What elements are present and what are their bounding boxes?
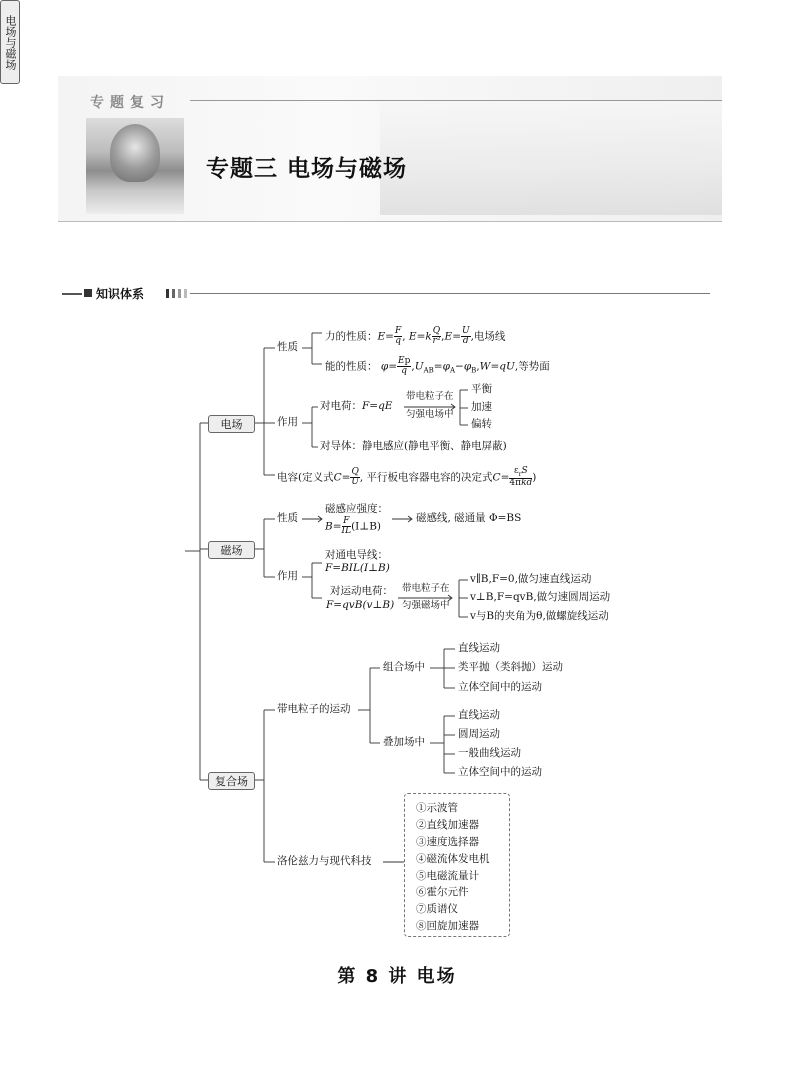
on-moving-charge-title: 对运动电荷：	[330, 585, 393, 597]
on-charge-label: 对电荷：	[320, 400, 362, 412]
lorentz-tech: 洛伦兹力与现代科技	[277, 855, 372, 867]
tech-item: ⑦质谱仪	[416, 903, 458, 915]
magnetic-arrow-top: 带电粒子在	[402, 583, 450, 594]
tech-item: ⑧回旋加速器	[416, 920, 479, 932]
overlap-item: 圆周运动	[458, 728, 500, 740]
tech-item: ⑥霍尔元件	[416, 886, 469, 898]
on-charge-formula: F=qE	[362, 400, 393, 412]
force-property: 力的性质：E= $\frac{F}{q}$ , E=k $\frac{Q}{\text{r²}}$ ,E= $\frac{U}{d}$ ,电场线	[325, 326, 506, 346]
node-combined-field: 复合场	[208, 772, 255, 790]
on-wire-formula: F=BIL(I⊥B)	[325, 562, 390, 574]
magnetic-role: 作用	[277, 570, 298, 582]
force-tail: ,电场线	[470, 330, 506, 343]
series-label: 专题复习	[90, 95, 170, 111]
energy-prefix: 能的性质：	[325, 360, 378, 373]
magnetic-motion-item: v与B的夹角为θ,做螺旋线运动	[470, 610, 609, 622]
b-field-formula: B= $\frac{F}{IL}$ (I⊥B)	[325, 516, 382, 536]
particle-motion: 带电粒子的运动	[277, 703, 351, 715]
force-prefix: 力的性质：	[325, 330, 378, 343]
motion-item: 平衡	[471, 383, 492, 395]
tech-item: ③速度选择器	[416, 836, 479, 848]
energy-tail: ,等势面	[514, 360, 550, 373]
group-item: 类平抛（类斜抛）运动	[458, 661, 563, 673]
group-item: 立体空间中的运动	[458, 681, 542, 693]
magnetic-motion-item: v⊥B,F=qvB,做匀速圆周运动	[470, 591, 611, 603]
on-moving-charge-formula: F=qvB(v⊥B)	[326, 599, 395, 611]
b-field-condition: (I⊥B)	[351, 520, 382, 533]
group-item: 直线运动	[458, 642, 500, 654]
capacitance-tail: )	[532, 471, 537, 484]
lesson-title: 第 8 讲 电场	[337, 966, 457, 987]
capacitance-mid: , 平行板电容器电容的决定式	[359, 471, 493, 484]
node-magnetic-field: 磁场	[208, 541, 255, 559]
motion-item: 偏转	[471, 418, 492, 430]
section-title: 知识体系	[96, 287, 145, 301]
electric-nature: 性质	[277, 341, 298, 353]
on-conductor: 对导体：静电感应(静电平衡、静电屏蔽)	[320, 440, 507, 452]
magnetic-arrow-bottom: 匀强磁场中	[402, 600, 450, 611]
tech-item: ②直线加速器	[416, 819, 479, 831]
tech-item: ④磁流体发电机	[416, 853, 490, 865]
motion-item: 加速	[471, 401, 492, 413]
energy-property: 能的性质： φ= $\frac{Ep}{q}$ $,U_{AB}=\varphi_A-\varphi_B,W=qU$,等势面	[325, 356, 550, 376]
electric-role: 作用	[277, 416, 298, 428]
magnetic-nature: 性质	[277, 512, 298, 524]
overlap-field: 叠加场中	[383, 736, 425, 748]
node-electric-field: 电场	[208, 415, 255, 433]
b-field-title: 磁感应强度：	[325, 503, 388, 515]
overlap-item: 立体空间中的运动	[458, 766, 542, 778]
b-field-result: 磁感线, 磁通量 Φ=BS	[416, 512, 522, 524]
charge-arrow-bottom: 匀强电场中	[406, 409, 454, 420]
on-charge	[320, 401, 392, 413]
capacitance-prefix: 电容(定义式	[277, 471, 334, 484]
tech-item: ①示波管	[416, 802, 458, 814]
group-field: 组合场中	[383, 661, 425, 673]
overlap-item: 一般曲线运动	[458, 747, 521, 759]
page-title: 专题三 电场与磁场	[206, 156, 408, 182]
capacitance: 电容(定义式C= $\frac{Q}{U}$ , 平行板电容器电容的决定式C= $\frac{\varepsilon_rS}{\text{4πkd}}$ )	[277, 466, 537, 488]
overlap-item: 直线运动	[458, 709, 500, 721]
root-node: 电场与磁场	[0, 0, 20, 84]
magnetic-motion-item: v∥B,F=0,做匀速直线运动	[470, 573, 592, 585]
tech-item: ⑤电磁流量计	[416, 870, 479, 882]
charge-arrow-top: 带电粒子在	[406, 391, 454, 402]
on-wire-title: 对通电导线：	[325, 549, 388, 561]
